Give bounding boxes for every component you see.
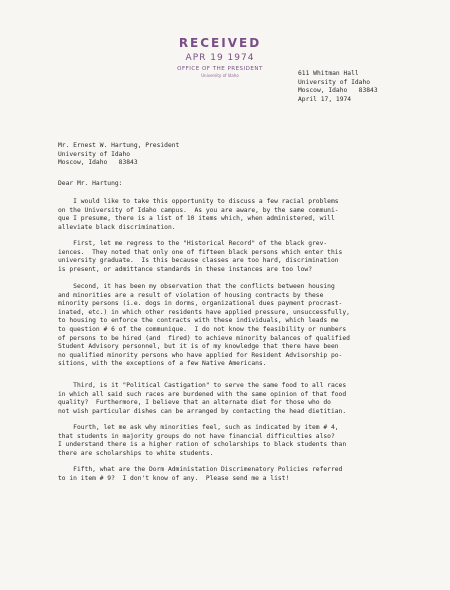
body-line: not wish particular dishes can be arranged by contacting the head dietitian. bbox=[58, 407, 347, 415]
body-line: Student Advisory personnel, but it is of my knowledge that there have been bbox=[58, 343, 339, 351]
body-line: there are scholarships to white students. bbox=[58, 449, 214, 457]
body-line: no qualified minority persons who have applied for Resident Advisorship po- bbox=[58, 351, 343, 359]
paragraph-2 bbox=[58, 240, 342, 274]
paragraph-4 bbox=[58, 382, 346, 416]
body-line: university graduate. Is this because classes are too hard, discrimination bbox=[58, 257, 339, 265]
recipient-address-line: Mr. Ernest W. Hartung, President bbox=[58, 142, 180, 149]
body-line: I understand there is a higher ration of scholarships to black students than bbox=[58, 441, 347, 449]
body-line: and minorities are a result of violation of housing contracts by these bbox=[58, 291, 324, 299]
body-line: in which all said such races are burdened with the same opinion of that food bbox=[58, 390, 347, 398]
body-line: to in item # 9? I don't know of any. Please send me a list! bbox=[58, 474, 290, 482]
body-line: of persons to be hired (and fired) to achieve minority balances of qualified bbox=[58, 334, 350, 342]
body-line: minority persons (i.e. dogs in dorms, organizational dues payment procrast- bbox=[58, 300, 343, 308]
body-line: Third, is it "Political Castigation" to serve the same food to all races bbox=[58, 382, 347, 389]
recipient-address-line: University of Idaho bbox=[58, 150, 131, 158]
letter-date: April 17, 1974 bbox=[298, 95, 352, 103]
body-line: sitions, with the exceptions of a few Native Americans. bbox=[58, 360, 267, 368]
body-line: alleviate black discrimination. bbox=[58, 223, 176, 231]
body-line: First, let me regress to the "Historical Record" of the black grev- bbox=[58, 240, 328, 247]
paragraph-5 bbox=[58, 424, 346, 458]
body-line: to housing to enforce the contracts with these individuals, which leads me bbox=[58, 317, 339, 325]
recipient-address bbox=[58, 142, 179, 168]
paragraph-6 bbox=[58, 466, 342, 483]
sender-address-line: Moscow, Idaho 83843 bbox=[298, 87, 378, 95]
body-line: inated, etc.) in which other residents have applied pressure, unsuccessfully, bbox=[58, 308, 350, 316]
body-line: I would like to take this opportunity to discuss a few racial problems bbox=[58, 198, 339, 205]
body-line: that students in majority groups do not have financial difficulties also? bbox=[58, 432, 335, 440]
stamp-date: APR 19 1974 bbox=[185, 53, 255, 63]
body-line: is present, or admittance standards in these instances are too low? bbox=[58, 265, 313, 273]
stamp-subline: University of Idaho bbox=[201, 73, 239, 78]
body-line: Fourth, let me ask why minorities feel, such as indicated by item # 4, bbox=[58, 424, 339, 431]
body-line: que I presume, there is a list of 10 items which, when administered, will bbox=[58, 215, 335, 223]
body-line: on the University of Idaho campus. As you are aware, by the same communi- bbox=[58, 206, 339, 214]
recipient-address-line: Moscow, Idaho 83843 bbox=[58, 159, 138, 167]
paragraph-1 bbox=[58, 198, 339, 232]
paragraph-3 bbox=[58, 283, 350, 369]
sender-address-line: 611 Whitman Hall bbox=[298, 70, 359, 77]
received-stamp bbox=[150, 36, 290, 78]
sender-address bbox=[298, 70, 378, 104]
body-line: iences. They noted that only one of fifteen black persons which enter this bbox=[58, 248, 343, 256]
body-line: to question # 6 of the communique. I do not know the feasibility or numbers bbox=[58, 325, 347, 333]
salutation bbox=[58, 180, 122, 189]
stamp-office: OFFICE OF THE PRESIDENT bbox=[177, 66, 263, 72]
salutation-text: Dear Mr. Hartung: bbox=[58, 180, 123, 187]
body-line: Fifth, what are the Dorm Administation Discrimenatory Policies referred bbox=[58, 466, 343, 473]
stamp-title: RECEIVED bbox=[178, 36, 262, 50]
body-line: quality? Furthermore, I believe that an alternate diet for those who do bbox=[58, 399, 331, 407]
body-line: Second, it has been my observation that the conflicts between housing bbox=[58, 283, 335, 290]
sender-address-line: University of Idaho bbox=[298, 78, 371, 86]
